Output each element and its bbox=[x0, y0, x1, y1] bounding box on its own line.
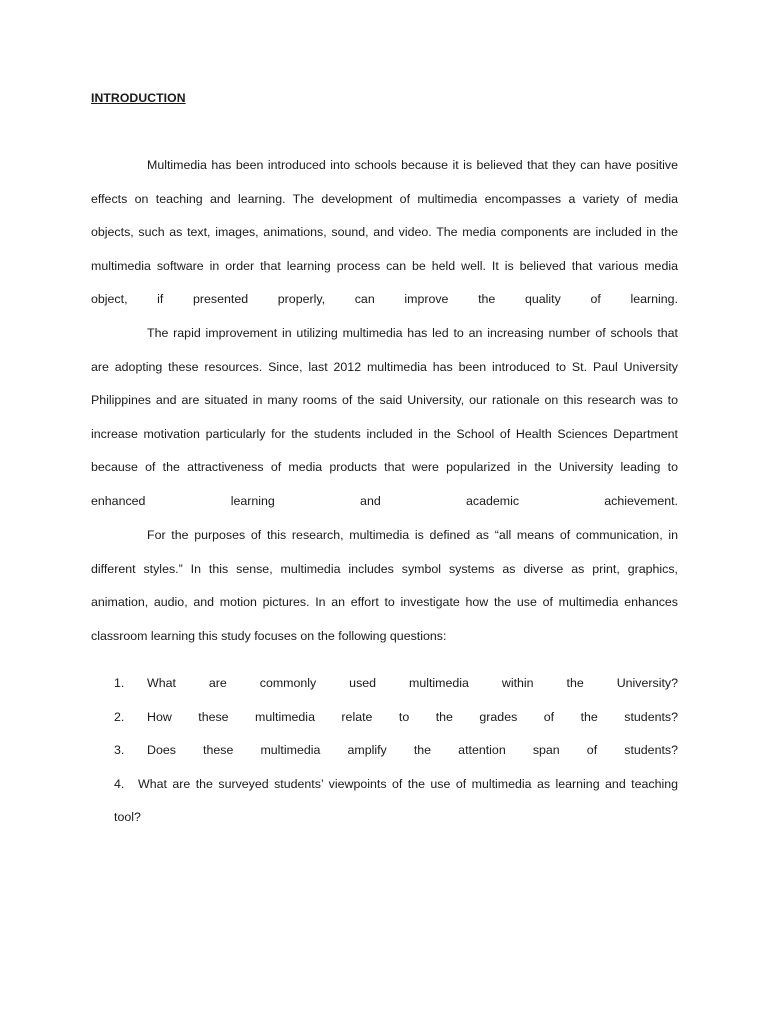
paragraph-line: are adopting these resources. Since, last 2012 multimedia has been introduced to St. Paul University bbox=[91, 359, 678, 374]
list-item bbox=[91, 667, 678, 701]
paragraph-2 bbox=[91, 317, 678, 518]
paragraph-line: classroom learning this study focuses on the following questions: bbox=[91, 628, 447, 643]
research-questions-list bbox=[91, 667, 678, 835]
list-text: What are commonly used multimedia within the University? bbox=[147, 676, 678, 690]
list-number: 2. bbox=[114, 709, 125, 724]
paragraph-line: animation, audio, and motion pictures. In an effort to investigate how the use of multimedia enhances bbox=[91, 595, 678, 609]
paragraph-line: different styles.” In this sense, multimedia includes symbol systems as diverse as print, graphics, bbox=[91, 561, 678, 576]
list-text: Does these multimedia amplify the attention span of students? bbox=[147, 743, 678, 757]
paragraph-line: objects, such as text, images, animations, sound, and video. The media components are included in the bbox=[91, 225, 678, 239]
list-text: How these multimedia relate to the grades of the students? bbox=[147, 709, 678, 724]
list-text: What are the surveyed students’ viewpoints of the use of multimedia as learning and teaching bbox=[138, 776, 678, 791]
paragraph-line: enhanced learning and academic achievement. bbox=[91, 493, 678, 508]
paragraph-line: effects on teaching and learning. The development of multimedia encompasses a variety of media bbox=[91, 191, 678, 206]
paragraph-line: increase motivation particularly for the students included in the School of Health Sciences Department bbox=[91, 426, 678, 441]
paragraph-line: The rapid improvement in utilizing multimedia has led to an increasing number of schools that bbox=[147, 326, 678, 340]
list-item bbox=[91, 701, 678, 735]
paragraph-1 bbox=[91, 149, 678, 317]
list-number: 1. bbox=[114, 676, 125, 690]
list-item bbox=[91, 768, 678, 835]
paragraph-line: Multimedia has been introduced into schools because it is believed that they can have positive bbox=[147, 158, 678, 172]
paragraph-line: For the purposes of this research, multimedia is defined as “all means of communication, in bbox=[147, 528, 678, 542]
paragraph-line: object, if presented properly, can improve the quality of learning. bbox=[91, 292, 678, 306]
list-number: 4. bbox=[114, 776, 125, 791]
paragraph-3 bbox=[91, 519, 678, 653]
section-heading: INTRODUCTION bbox=[91, 91, 186, 105]
list-number: 3. bbox=[114, 743, 125, 757]
paragraph-line: because of the attractiveness of media products that were popularized in the University leading to bbox=[91, 460, 678, 474]
list-text-continuation: tool? bbox=[114, 810, 141, 824]
paragraph-line: Philippines and are situated in many rooms of the said University, our rationale on this research was to bbox=[91, 393, 678, 407]
list-item bbox=[91, 734, 678, 768]
paragraph-line: multimedia software in order that learning process can be held well. It is believed that various media bbox=[91, 258, 678, 273]
